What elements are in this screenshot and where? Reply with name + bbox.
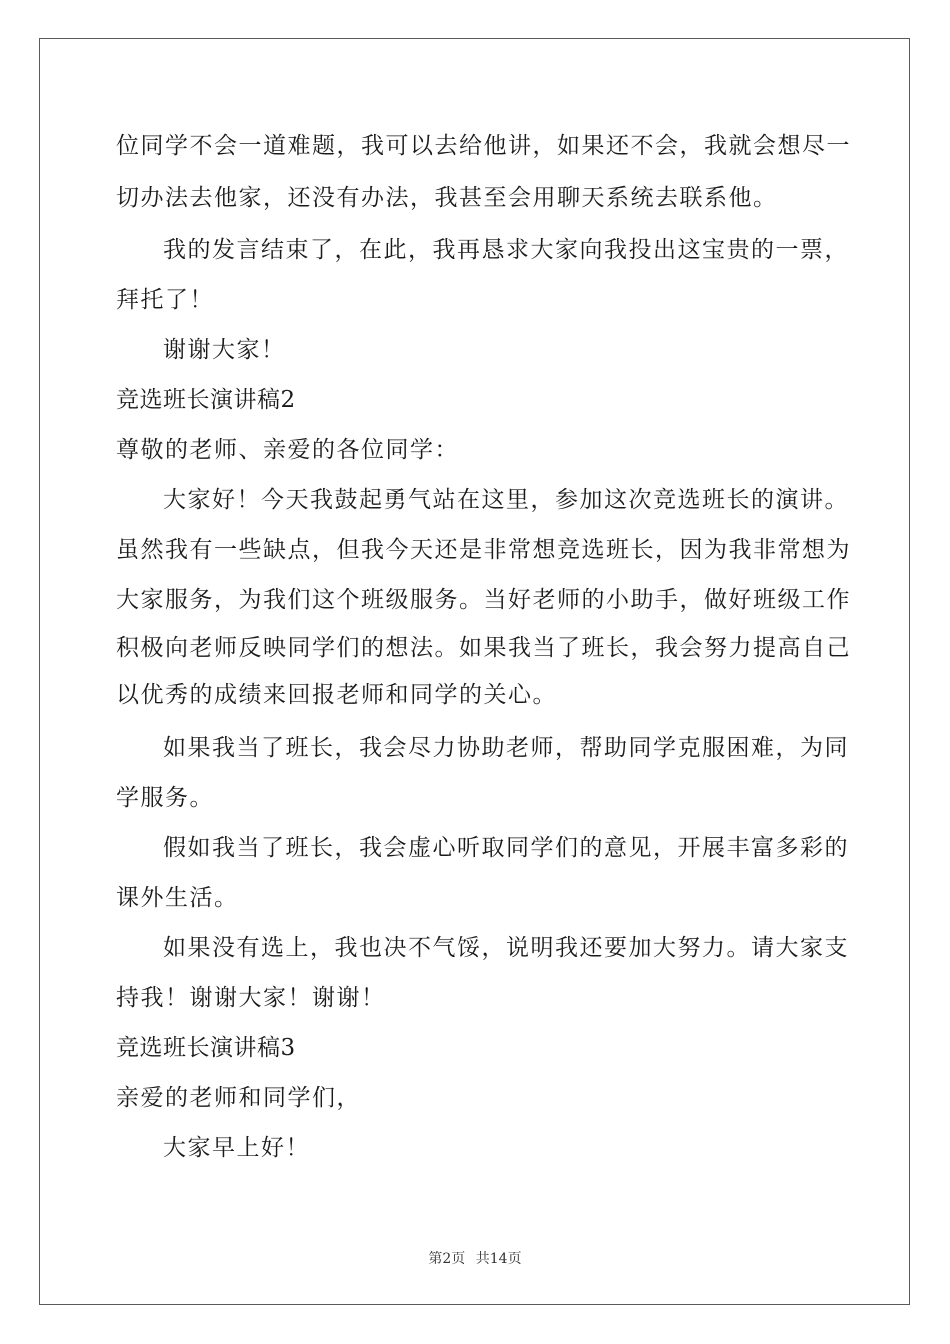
paragraph-line: 大家早上好！ (163, 1135, 310, 1161)
paragraph-line: 大家服务，为我们这个班级服务。当好老师的小助手，做好班级工作 (116, 587, 851, 613)
paragraph-line: 切办法去他家，还没有办法，我甚至会用聊天系统去联系他。 (116, 185, 778, 211)
paragraph-line: 如果我当了班长，我会尽力协助老师，帮助同学克服困难，为同 (163, 735, 849, 761)
paragraph-line: 如果没有选上，我也决不气馁，说明我还要加大努力。请大家支 (163, 935, 849, 961)
paragraph-line: 虽然我有一些缺点，但我今天还是非常想竞选班长，因为我非常想为 (116, 537, 851, 563)
paragraph-line: 位同学不会一道难题，我可以去给他讲，如果还不会，我就会想尽一 (116, 133, 851, 159)
paragraph-line: 持我！谢谢大家！谢谢！ (116, 985, 386, 1011)
paragraph-line: 谢谢大家！ (163, 337, 286, 363)
paragraph-line: 大家好！今天我鼓起勇气站在这里，参加这次竞选班长的演讲。 (163, 487, 849, 513)
page-number: 第2页 (428, 1251, 466, 1267)
salutation: 亲爱的老师和同学们， (116, 1085, 361, 1111)
page-footer (0, 1248, 950, 1268)
paragraph-line: 课外生活。 (116, 885, 239, 911)
section-heading: 竞选班长演讲稿3 (116, 1035, 296, 1061)
salutation: 尊敬的老师、亲爱的各位同学： (116, 437, 459, 463)
page-border (39, 38, 910, 1305)
section-heading: 竞选班长演讲稿2 (116, 387, 296, 413)
paragraph-line: 拜托了！ (116, 287, 214, 313)
paragraph-line: 我的发言结束了，在此，我再恳求大家向我投出这宝贵的一票， (163, 237, 849, 263)
paragraph-line: 以优秀的成绩来回报老师和同学的关心。 (116, 682, 557, 708)
paragraph-line: 积极向老师反映同学们的想法。如果我当了班长，我会努力提高自己 (116, 635, 851, 661)
paragraph-line: 学服务。 (116, 785, 214, 811)
paragraph-line: 假如我当了班长，我会虚心听取同学们的意见，开展丰富多彩的 (163, 835, 849, 861)
page-total: 共14页 (475, 1251, 522, 1267)
